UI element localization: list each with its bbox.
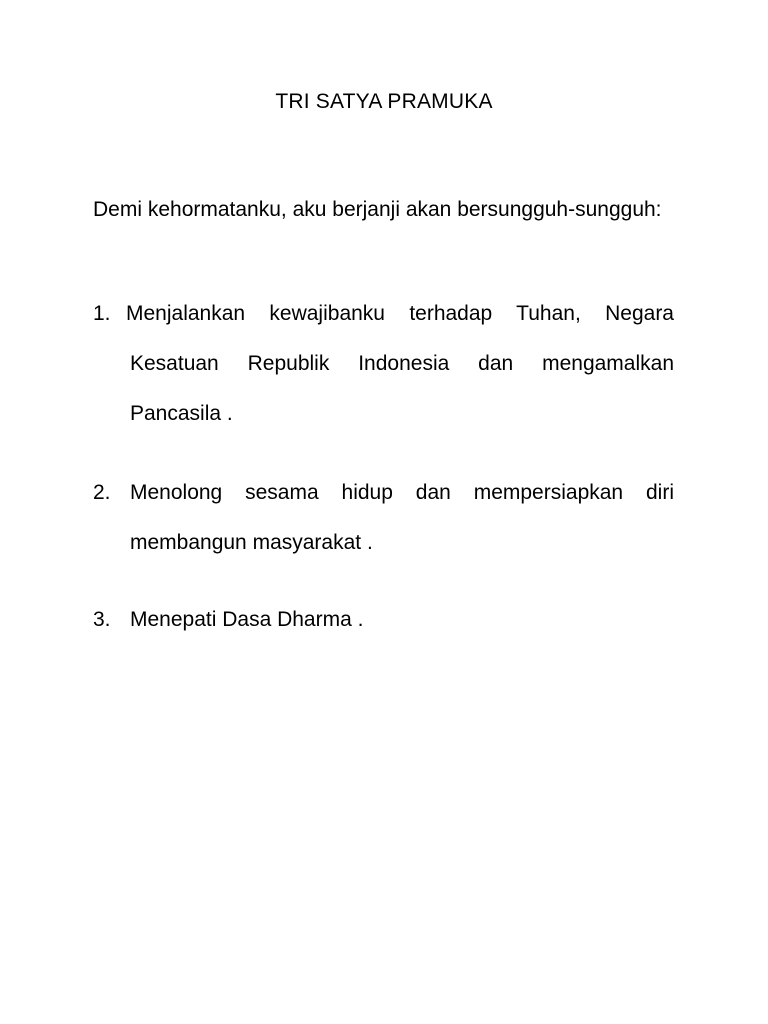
list-item-number: 1.	[93, 302, 111, 325]
list-item-2	[93, 468, 674, 568]
list-item-text: Menjalankan kewajibanku terhadap Tuhan, Negara Kesatuan Republik Indonesia dan mengamalkan Pancasila .	[126, 302, 674, 425]
document-title: TRI SATYA PRAMUKA	[275, 90, 493, 113]
list-item-text: Menepati Dasa Dharma .	[130, 608, 364, 631]
list-item-1	[93, 289, 674, 439]
intro-paragraph: Demi kehormatanku, aku berjanji akan bersungguh-sungguh:	[93, 198, 662, 221]
list-item-number: 2.	[93, 481, 111, 504]
list-item-3	[93, 595, 674, 645]
list-item-text: Menolong sesama hidup dan mempersiapkan diri membangun masyarakat .	[130, 481, 674, 554]
list-item-number: 3.	[93, 608, 111, 631]
